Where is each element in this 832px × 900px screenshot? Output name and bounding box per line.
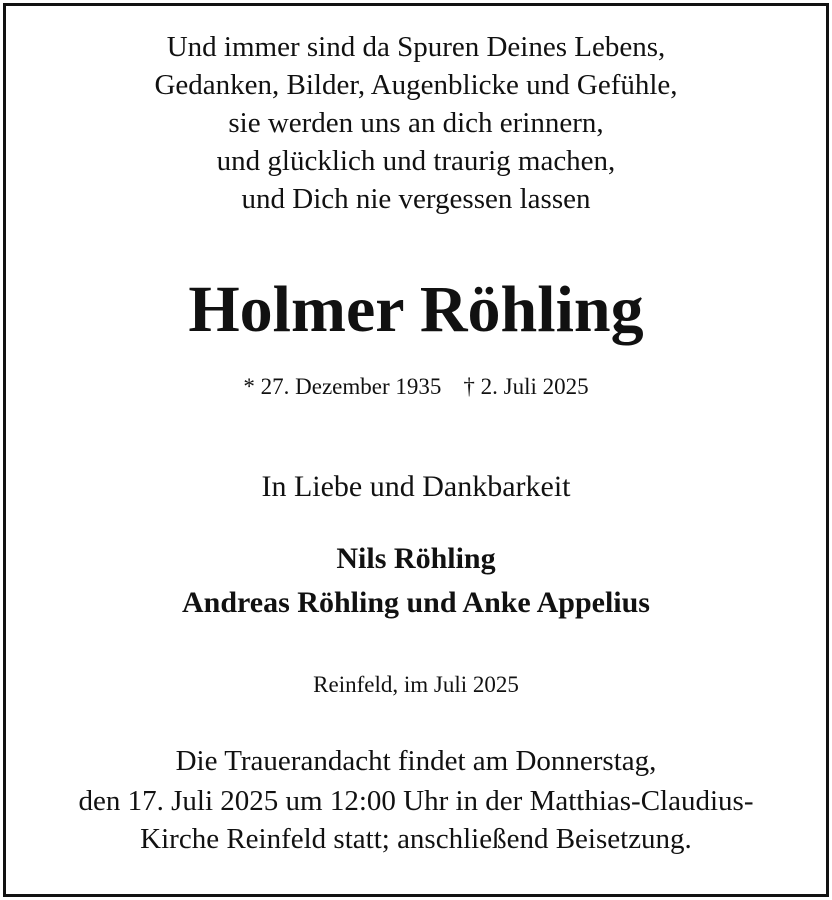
service-line-2: den 17. Juli 2025 um 12:00 Uhr in der Matthias-Claudius-: [78, 785, 754, 817]
life-dates: [0, 372, 832, 402]
dedication: In Liebe und Dankbarkeit: [261, 470, 571, 503]
mourner-1: Nils Röhling: [336, 542, 496, 575]
poem-line-2: Gedanken, Bilder, Augenblicke und Gefühle,: [154, 69, 678, 101]
poem-line-5: und Dich nie vergessen lassen: [241, 183, 591, 215]
mourner-2: Andreas Röhling und Anke Appelius: [182, 586, 650, 619]
service-line-1: Die Trauerandacht findet am Donnerstag,: [175, 745, 657, 777]
birth-date: * 27. Dezember 1935: [243, 374, 442, 399]
death-date: † 2. Juli 2025: [463, 374, 589, 399]
poem-line-4: und glücklich und traurig machen,: [216, 145, 616, 177]
deceased-name: Holmer Röhling: [188, 273, 644, 346]
poem-line-1: Und immer sind da Spuren Deines Lebens,: [166, 31, 666, 63]
place-date: Reinfeld, im Juli 2025: [313, 672, 519, 697]
service-line-3: Kirche Reinfeld statt; anschließend Beisetzung.: [140, 823, 692, 855]
poem-line-3: sie werden uns an dich erinnern,: [228, 107, 604, 139]
